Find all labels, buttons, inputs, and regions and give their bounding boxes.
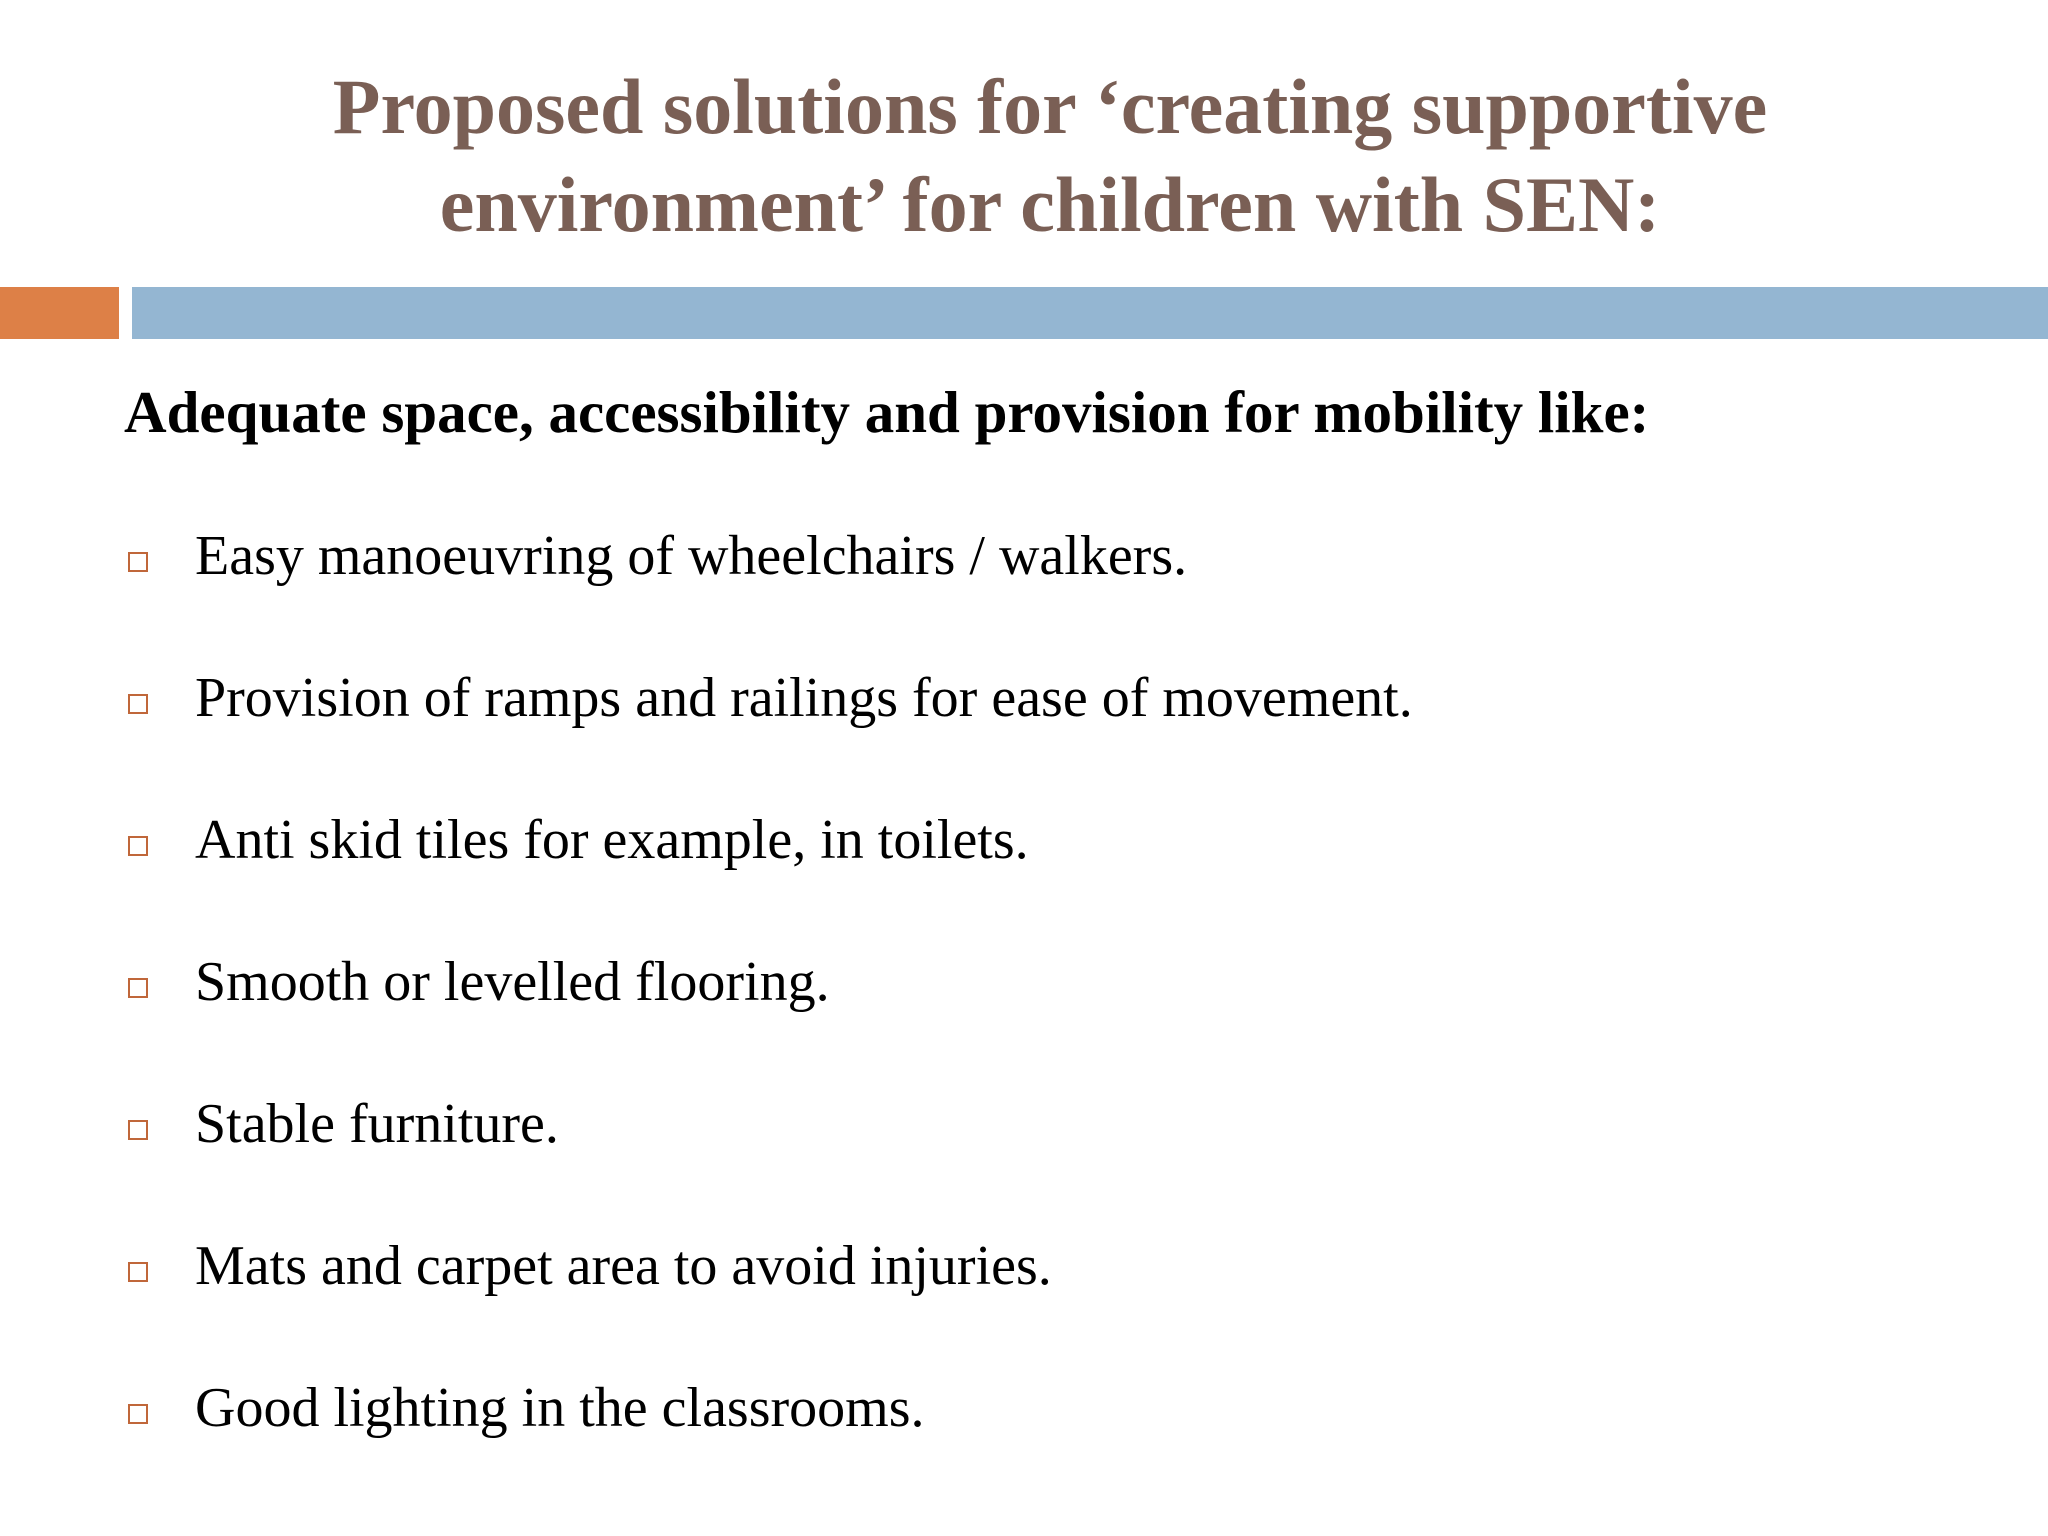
bullet-text: Mats and carpet area to avoid injuries. <box>195 1235 1052 1297</box>
orange-accent-bar <box>0 287 119 339</box>
hollow-square-icon <box>128 1262 148 1282</box>
hollow-square-icon <box>128 694 148 714</box>
hollow-square-icon <box>128 836 148 856</box>
hollow-square-icon <box>128 552 148 572</box>
slide-title <box>160 58 1940 254</box>
title-line-2: environment’ for children with SEN: <box>439 161 1661 248</box>
subheading: Adequate space, accessibility and provision for mobility like: <box>124 379 1650 445</box>
bullet-text: Good lighting in the classrooms. <box>195 1377 925 1439</box>
bullet-text: Smooth or levelled flooring. <box>195 951 830 1013</box>
hollow-square-icon <box>128 1404 148 1424</box>
bullet-text: Easy manoeuvring of wheelchairs / walkers. <box>195 525 1188 587</box>
title-line-1: Proposed solutions for ‘creating supportive <box>332 63 1768 150</box>
hollow-square-icon <box>128 978 148 998</box>
bullet-text: Stable furniture. <box>195 1093 559 1155</box>
blue-divider-bar <box>132 287 2048 339</box>
bullet-text: Provision of ramps and railings for ease of movement. <box>195 667 1413 729</box>
bullet-text: Anti skid tiles for example, in toilets. <box>195 809 1029 871</box>
hollow-square-icon <box>128 1120 148 1140</box>
